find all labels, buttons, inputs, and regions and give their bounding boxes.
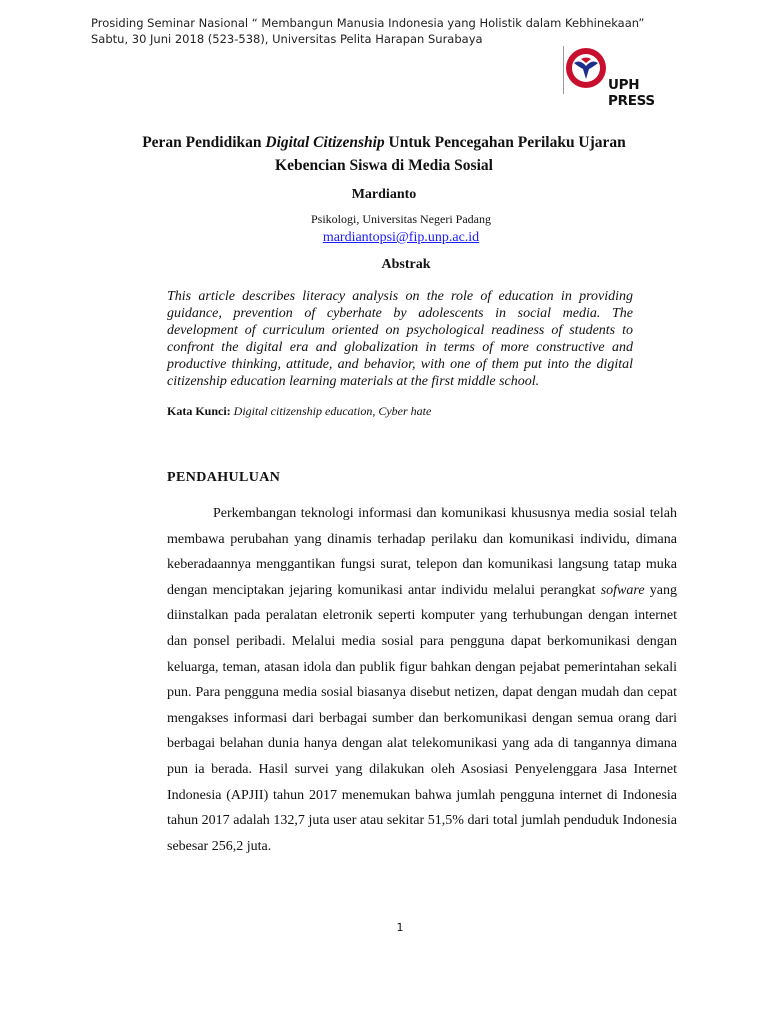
paragraph-text-start: Perkembangan teknologi informasi dan komunikasi khususnya media sosial telah membawa perubahan yang dinamis terhadap perilaku dan komunikasi individu, dimana keberadaannya menggantikan fungsi surat, telepon dan komunikasi langsung tatap muka dengan menciptakan jejaring komunikasi antar individu melalui perangkat — [167, 506, 677, 598]
uph-emblem-icon — [565, 47, 607, 89]
header-citation: Prosiding Seminar Nasional “ Membangun Manusia Indonesia yang Holistik dalam Kebhinekaan” Sabtu, 30 Juni 2018 (523-538), Universitas Pelita Harapan Surabaya — [91, 16, 645, 46]
uph-press-logo — [562, 46, 682, 109]
paragraph-italic-term: sofware — [600, 582, 645, 598]
author-email-link[interactable]: mardiantopsi@fip.unp.ac.id — [322, 230, 480, 245]
page-number: 1 — [396, 921, 404, 934]
keywords-line — [167, 404, 637, 419]
paper-title — [140, 131, 628, 177]
title-italic-term: Digital Citizenship — [265, 134, 385, 151]
title-part-2: Untuk Pencegahan Perilaku Ujaran Kebencian Siswa di Media Sosial — [275, 134, 626, 174]
abstract-heading: Abstrak — [381, 257, 431, 272]
body-paragraph — [167, 501, 677, 859]
author-name: Mardianto — [351, 187, 417, 202]
section-heading: PENDAHULUAN — [167, 470, 281, 485]
logo-divider — [563, 46, 564, 94]
keywords-list: Digital citizenship education, Cyber hate — [233, 404, 432, 418]
author-affiliation: Psikologi, Universitas Negeri Padang — [311, 212, 491, 226]
logo-text: UPH PRESS — [608, 77, 655, 109]
keywords-label: Kata Kunci: — [167, 404, 231, 418]
paragraph-text-end: yang diinstalkan pada peralatan eletronik seperti komputer yang terhubungan dengan internet dan ponsel peribadi. Melalui media sosial para pengguna dapat berkomunikasi dengan keluarga, teman, atasan idola dan publik figur bahkan dengan pejabat pemerintahan sekali pun. Para pengguna media sosial biasanya disebut netizen, dapat dengan mudah dan cepat mengakses informasi dari berbagai sumber dan berkomunikasi dengan semua orang dari berbagai belahan dunia hanya dengan alat telekomunikasi yang ada di tangannya dimana pun ia berada. Hasil survei yang dilakukan oleh Asosiasi Penyelenggara Jasa Internet Indonesia (APJII) tahun 2017 menemukan bahwa jumlah pengguna internet di Indonesia tahun 2017 adalah 132,7 juta user atau sekitar 51,5% dari total jumlah penduduk Indonesia sebesar 256,2 juta. — [167, 582, 677, 854]
abstract-text: This article describes literacy analysis on the role of education in providing guidance, prevention of cyberhate by adolescents in social media. The development of curriculum oriented on psychological readiness of students to confront the digital era and globalization in terms of more constructive and productive thinking, attitude, and behavior, with one of them put into the digital citizenship education learning materials at the first middle school. — [167, 289, 633, 389]
running-header — [91, 15, 681, 47]
title-part-1: Peran Pendidikan — [142, 134, 266, 151]
